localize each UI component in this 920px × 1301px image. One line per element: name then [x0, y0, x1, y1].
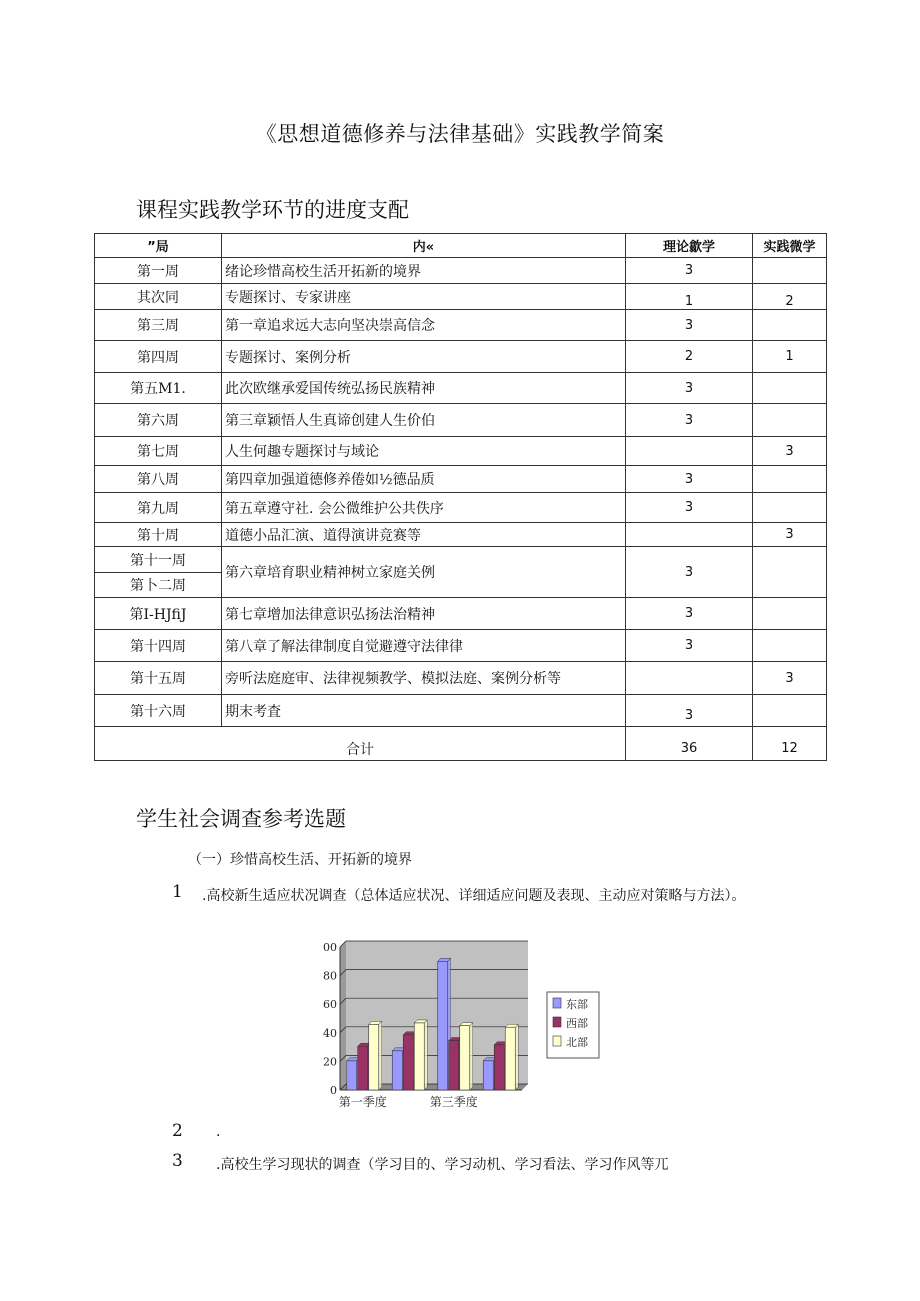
- theory-cell: 1: [626, 284, 753, 310]
- theory-cell: [626, 662, 753, 695]
- theory-cell: 2: [626, 341, 753, 373]
- bar: [369, 1024, 379, 1090]
- practice-cell: 3: [753, 662, 827, 695]
- item-number: 2: [172, 1121, 183, 1141]
- content-cell: 道德小品汇演、道得演讲竞赛等: [222, 523, 626, 547]
- week-cell: 第十四周: [95, 630, 222, 662]
- bar: [483, 1061, 493, 1090]
- content-cell: 绪论珍惜高校生活开拓新的境界: [222, 258, 626, 284]
- bar-side: [470, 1023, 473, 1090]
- section-heading-schedule: 课程实践教学环节的进度支配: [136, 198, 409, 222]
- content-cell: 第五章遵守社. 会公微维护公共佚序: [222, 493, 626, 523]
- practice-cell: [753, 630, 827, 662]
- theory-cell: 3: [626, 598, 753, 630]
- schedule-table: [94, 233, 827, 761]
- content-cell: 期末考査: [222, 695, 626, 727]
- bar: [460, 1026, 470, 1090]
- practice-cell: [753, 258, 827, 284]
- table-total-row: [95, 727, 827, 761]
- table-row: [95, 466, 827, 493]
- legend-label: 西部: [566, 1017, 588, 1030]
- table-row: [95, 662, 827, 695]
- week-cell: 第一周: [95, 258, 222, 284]
- practice-cell: [753, 547, 827, 598]
- total-label: 合计: [95, 727, 626, 761]
- week-cell: 第I-HJfiJ: [95, 598, 222, 630]
- y-tick-label: 20: [323, 1055, 337, 1069]
- week-cell: 第八周: [95, 466, 222, 493]
- bar: [414, 1023, 424, 1090]
- bar-chart-svg: [316, 938, 616, 1118]
- practice-cell: [753, 310, 827, 341]
- table-row: [95, 404, 827, 437]
- practice-cell: 3: [753, 437, 827, 466]
- theory-cell: 3: [626, 630, 753, 662]
- theory-cell: [626, 523, 753, 547]
- content-cell: 旁听法庭庭审、法律视频教学、模拟法庭、案例分析等: [222, 662, 626, 695]
- practice-cell: 2: [753, 284, 827, 310]
- item-number: 3: [172, 1151, 183, 1171]
- x-tick-label: 第三季度: [429, 1095, 478, 1109]
- table-row: [95, 630, 827, 662]
- theory-cell: 3: [626, 310, 753, 341]
- bar-side: [379, 1021, 382, 1090]
- bar: [358, 1046, 368, 1090]
- x-tick-label: 第一季度: [338, 1095, 387, 1109]
- week-cell: 第卜二周: [95, 573, 222, 598]
- content-cell: 第八章了解法律制度自觉避遵守法律律: [222, 630, 626, 662]
- bar-side: [515, 1024, 518, 1090]
- header-content: 内«: [222, 234, 626, 258]
- bar-side: [424, 1020, 427, 1090]
- week-cell: 第四周: [95, 341, 222, 373]
- week-cell: 第十六周: [95, 695, 222, 727]
- week-cell: 第十五周: [95, 662, 222, 695]
- bar-chart: [316, 938, 616, 1118]
- item-number: 1: [172, 882, 183, 902]
- header-theory: 理论歙学: [626, 234, 753, 258]
- legend-label: 北部: [566, 1036, 588, 1049]
- week-cell: 第十周: [95, 523, 222, 547]
- bar: [392, 1051, 402, 1090]
- practice-cell: [753, 404, 827, 437]
- document-title: 《思想道德修养与法律基础》实践教学简案: [255, 122, 665, 146]
- legend-swatch: [553, 998, 561, 1008]
- practice-cell: [753, 493, 827, 523]
- item-text: .高校生学习现状的调查（学习目的、学习动机、学习看法、学习作风等兀: [216, 1157, 669, 1173]
- bar: [438, 961, 448, 1090]
- table-row: [95, 310, 827, 341]
- week-cell: 第七周: [95, 437, 222, 466]
- legend-label: 东部: [566, 998, 588, 1011]
- y-tick-label: 0: [330, 1084, 337, 1097]
- content-cell: 第四章加强道德修养倦如½德品质: [222, 466, 626, 493]
- content-cell: 第七章增加法律意识弘扬法治精神: [222, 598, 626, 630]
- y-tick-label: 00: [323, 941, 337, 954]
- theory-cell: 3: [626, 493, 753, 523]
- theory-cell: 3: [626, 373, 753, 404]
- theory-cell: 3: [626, 404, 753, 437]
- total-practice: 12: [753, 727, 827, 761]
- y-tick-label: 40: [323, 1026, 337, 1040]
- table-row: [95, 523, 827, 547]
- total-theory: 36: [626, 727, 753, 761]
- practice-cell: [753, 466, 827, 493]
- week-cell: 第五M1.: [95, 373, 222, 404]
- theory-cell: [626, 437, 753, 466]
- practice-cell: [753, 598, 827, 630]
- plot-side-wall: [340, 941, 346, 1090]
- practice-cell: 1: [753, 341, 827, 373]
- legend-swatch: [553, 1036, 561, 1046]
- week-cell: 第九周: [95, 493, 222, 523]
- theory-cell: 3: [626, 695, 753, 727]
- bar: [347, 1061, 357, 1090]
- week-cell: 第十一周: [95, 547, 222, 573]
- table-row: [95, 284, 827, 310]
- table-row: [95, 493, 827, 523]
- table-row: [95, 437, 827, 466]
- practice-cell: [753, 373, 827, 404]
- practice-cell: [753, 695, 827, 727]
- theory-cell: 3: [626, 258, 753, 284]
- week-cell: 第三周: [95, 310, 222, 341]
- table-row: [95, 598, 827, 630]
- table-row: [95, 258, 827, 284]
- table-row: [95, 695, 827, 727]
- subsection-title: （一）珍惜高校生活、开拓新的境界: [188, 852, 412, 868]
- table-row: [95, 547, 827, 573]
- header-week: ”局: [95, 234, 222, 258]
- content-cell: 此次欧继承爱国传统弘扬民族精神: [222, 373, 626, 404]
- practice-cell: 3: [753, 523, 827, 547]
- item-text: .: [216, 1124, 221, 1140]
- content-cell: 第一章追求远大志向坚决崇高信念: [222, 310, 626, 341]
- content-cell: 专题探讨、案例分析: [222, 341, 626, 373]
- bar: [403, 1035, 413, 1090]
- theory-cell: 3: [626, 466, 753, 493]
- week-cell: 第六周: [95, 404, 222, 437]
- section-heading-survey: 学生社会调查参考选题: [136, 807, 346, 831]
- week-cell: 其次同: [95, 284, 222, 310]
- y-tick-label: 60: [323, 998, 337, 1012]
- table-header-row: [95, 234, 827, 258]
- content-cell: 人生何趣专题探讨与域论: [222, 437, 626, 466]
- content-cell: 第六章培育职业精神树立家庭关例: [222, 547, 626, 598]
- theory-cell: 3: [626, 547, 753, 598]
- legend-swatch: [553, 1017, 561, 1027]
- table-row: [95, 373, 827, 404]
- bar: [505, 1027, 515, 1090]
- header-practice: 实践微学: [753, 234, 827, 258]
- bar: [494, 1045, 504, 1090]
- content-cell: 专题探讨、专家讲座: [222, 284, 626, 310]
- item-text: .高校新生适应状况调查（总体适应状况、详细适应问题及表现、主动应对策略与方法）。: [202, 888, 746, 904]
- y-tick-label: 80: [323, 969, 337, 983]
- content-cell: 第三章颖悟人生真谛创建人生价伯: [222, 404, 626, 437]
- bar: [449, 1041, 459, 1090]
- table-row: [95, 341, 827, 373]
